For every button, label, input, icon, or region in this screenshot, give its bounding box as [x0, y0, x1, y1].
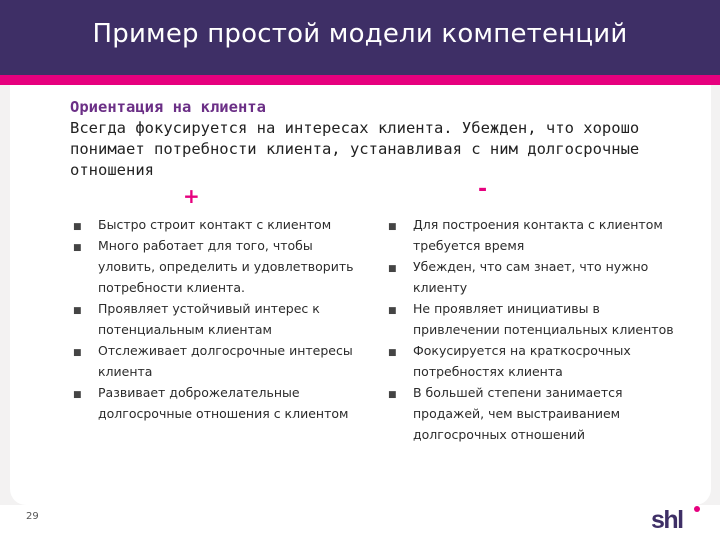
bullet-icon: ■ [73, 243, 82, 253]
bullet-icon: ■ [388, 264, 397, 274]
list-item [385, 214, 675, 256]
logo-text: shl [651, 506, 683, 532]
positive-list [70, 214, 370, 424]
bullet-icon: ■ [73, 306, 82, 316]
plus-sign: + [183, 184, 200, 208]
competency-description: Всегда фокусируется на интересах клиента. Убежден, что хорошо понимает потребности клиента, устанавливая с ним долгосрочные отношения [70, 119, 640, 179]
list-item-text: Не проявляет инициативы в привлечении потенциальных клиентов [413, 301, 674, 337]
shl-logo [651, 506, 701, 532]
list-item [385, 256, 675, 298]
list-item [385, 382, 675, 445]
competency-heading [70, 97, 670, 181]
negative-list [385, 214, 675, 445]
list-item-text: Проявляет устойчивый интерес к потенциальным клиентам [98, 301, 320, 337]
list-item-text: Развивает доброжелательные долгосрочные отношения с клиентом [98, 385, 349, 421]
page-number: 29 [26, 511, 39, 522]
competency-title: Ориентация на клиента [70, 98, 266, 116]
list-item [385, 340, 675, 382]
list-item-text: В большей степени занимается продажей, чем выстраиванием долгосрочных отношений [413, 385, 623, 442]
logo-dot-icon [694, 506, 700, 512]
bullet-icon: ■ [73, 390, 82, 400]
bullet-icon: ■ [388, 390, 397, 400]
title-bar [0, 0, 720, 75]
slide-title: Пример простой модели компетенций [92, 19, 628, 49]
accent-bar [0, 75, 720, 85]
list-item-text: Для построения контакта с клиентом требуется время [413, 217, 663, 253]
list-item-text: Убежден, что сам знает, что нужно клиенту [413, 259, 649, 295]
list-item-text: Быстро строит контакт с клиентом [98, 217, 332, 232]
list-item [70, 298, 370, 340]
bullet-icon: ■ [388, 348, 397, 358]
list-item [385, 298, 675, 340]
list-item [70, 214, 370, 235]
list-item-text: Много работает для того, чтобы уловить, определить и удовлетворить потребности клиента. [98, 238, 354, 295]
list-item [70, 235, 370, 298]
bullet-icon: ■ [73, 222, 82, 232]
list-item [70, 382, 370, 424]
list-item-text: Фокусируется на краткосрочных потребностях клиента [413, 343, 631, 379]
list-item-text: Отслеживает долгосрочные интересы клиента [98, 343, 353, 379]
minus-sign: - [478, 177, 488, 202]
list-item [70, 340, 370, 382]
bullet-icon: ■ [388, 306, 397, 316]
bullet-icon: ■ [388, 222, 397, 232]
bullet-icon: ■ [73, 348, 82, 358]
